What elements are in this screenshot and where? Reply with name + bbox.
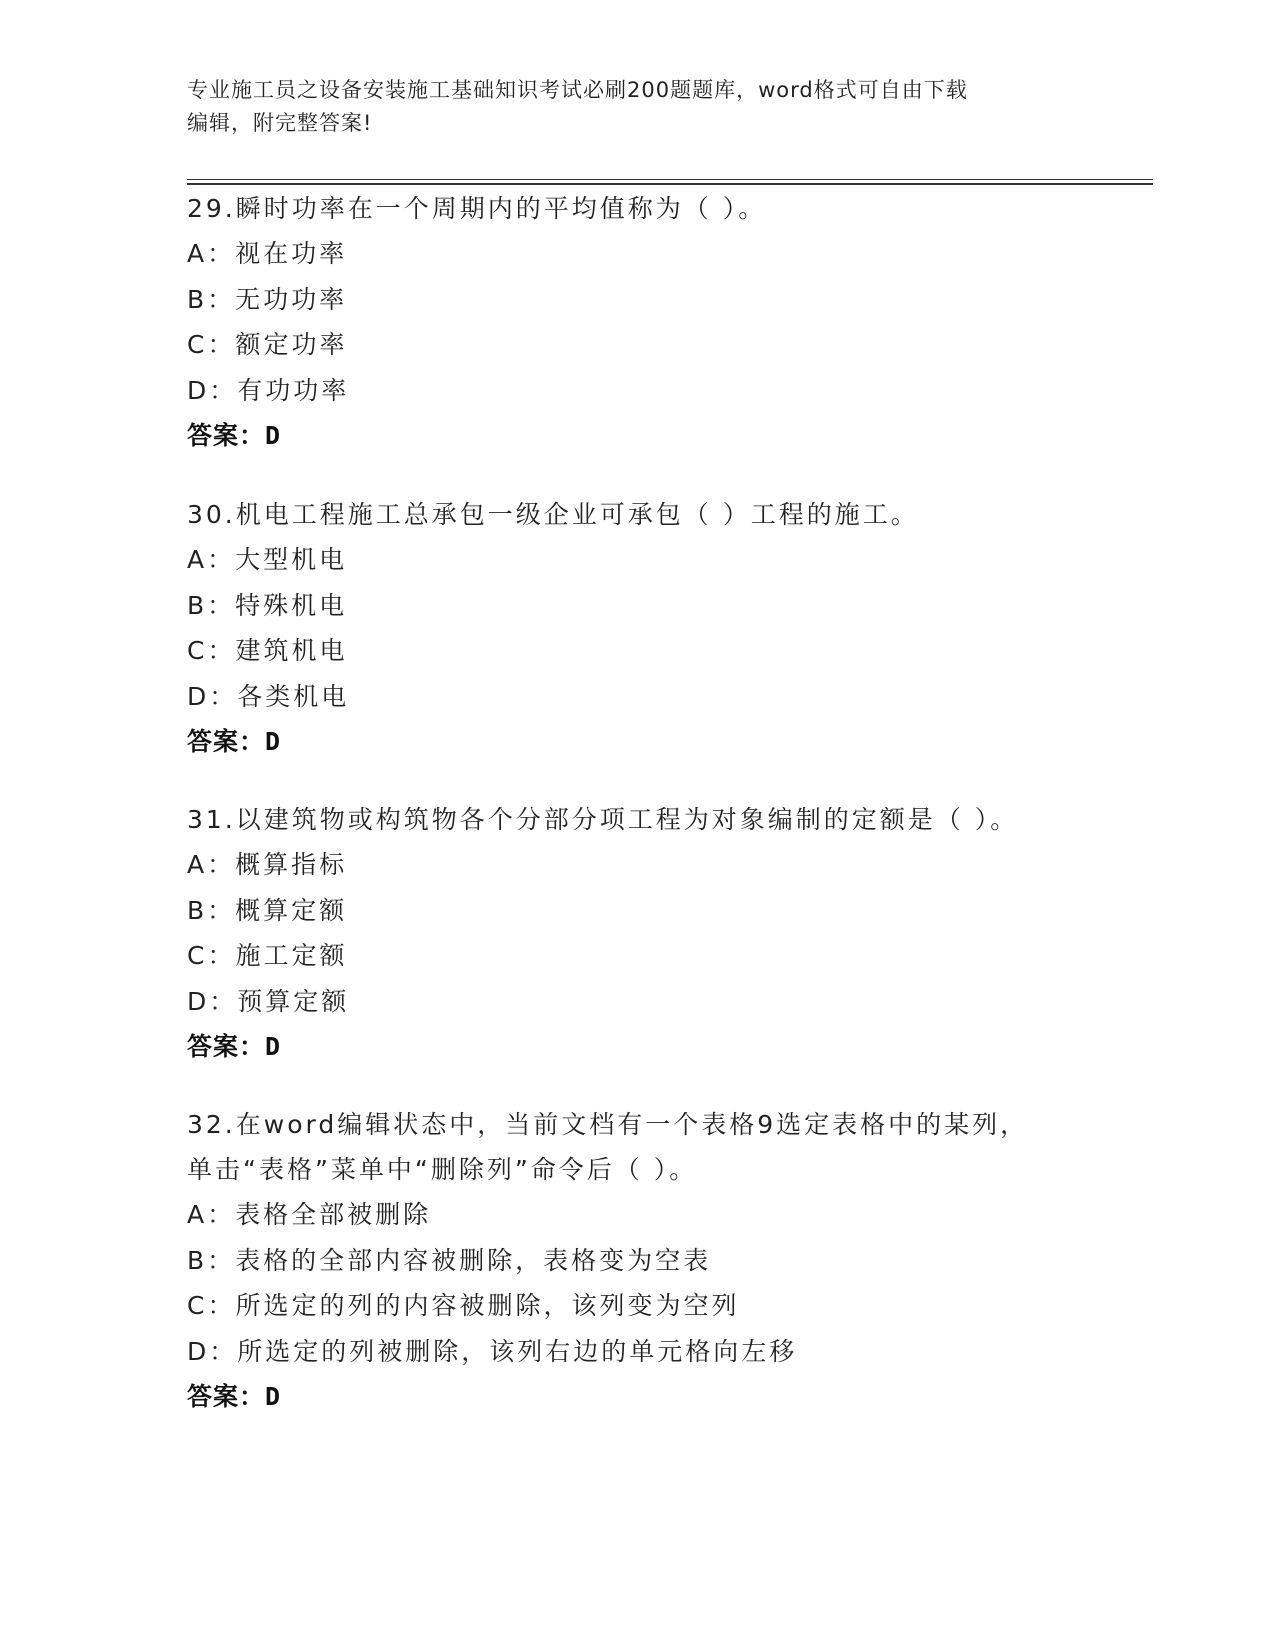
option-a: A：大型机电 <box>187 545 348 574</box>
header-line-2: 编辑，附完整答案! <box>187 111 373 135</box>
option-d: D：各类机电 <box>187 681 350 711</box>
question-30 <box>187 492 1087 765</box>
option-b: B：特殊机电 <box>187 590 348 620</box>
header-line-1: 专业施工员之设备安装施工基础知识考试必刷200题题库，word格式可自由下载 <box>187 78 968 102</box>
question-stem-line-2: 单击“表格”菜单中“删除列”命令后（ ）。 <box>187 1155 698 1184</box>
question-31 <box>187 797 1087 1070</box>
question-29 <box>187 186 1087 459</box>
option-a: A：概算指标 <box>187 850 348 879</box>
option-c: C：施工定额 <box>187 941 348 970</box>
header-divider-thin <box>187 179 1153 180</box>
option-c: C：建筑机电 <box>187 636 348 665</box>
answer-line <box>187 1374 1087 1420</box>
answer-line <box>187 413 1087 459</box>
header-divider-thick <box>187 183 1153 185</box>
option-c: C：所选定的列的内容被删除，该列变为空列 <box>187 1291 740 1320</box>
option-a: A：表格全部被删除 <box>187 1200 432 1229</box>
answer-value: D <box>265 1382 282 1411</box>
question-32 <box>187 1102 1087 1420</box>
option-d: D：所选定的列被删除，该列右边的单元格向左移 <box>187 1336 798 1366</box>
document-header <box>187 74 1087 140</box>
answer-line <box>187 1024 1087 1070</box>
question-stem: 31.以建筑物或构筑物各个分部分项工程为对象编制的定额是（ ）。 <box>187 805 1019 834</box>
option-d: D：预算定额 <box>187 986 350 1016</box>
answer-label: 答案： <box>187 1382 266 1411</box>
question-stem: 29.瞬时功率在一个周期内的平均值称为（ ）。 <box>187 194 767 223</box>
option-d: D：有功功率 <box>187 375 350 405</box>
question-stem-line-1: 32.在word编辑状态中，当前文档有一个表格9选定表格中的某列， <box>187 1110 1029 1139</box>
answer-value: D <box>265 421 282 450</box>
option-a: A：视在功率 <box>187 239 348 268</box>
answer-label: 答案： <box>187 1032 266 1061</box>
option-b: B：概算定额 <box>187 895 348 925</box>
question-stem: 30.机电工程施工总承包一级企业可承包（ ）工程的施工。 <box>187 500 919 529</box>
answer-label: 答案： <box>187 421 266 450</box>
option-c: C：额定功率 <box>187 330 348 359</box>
option-b: B：表格的全部内容被删除，表格变为空表 <box>187 1245 712 1275</box>
answer-line <box>187 719 1087 765</box>
option-b: B：无功功率 <box>187 284 348 314</box>
answer-value: D <box>265 1032 282 1061</box>
answer-value: D <box>265 727 282 756</box>
answer-label: 答案： <box>187 727 266 756</box>
